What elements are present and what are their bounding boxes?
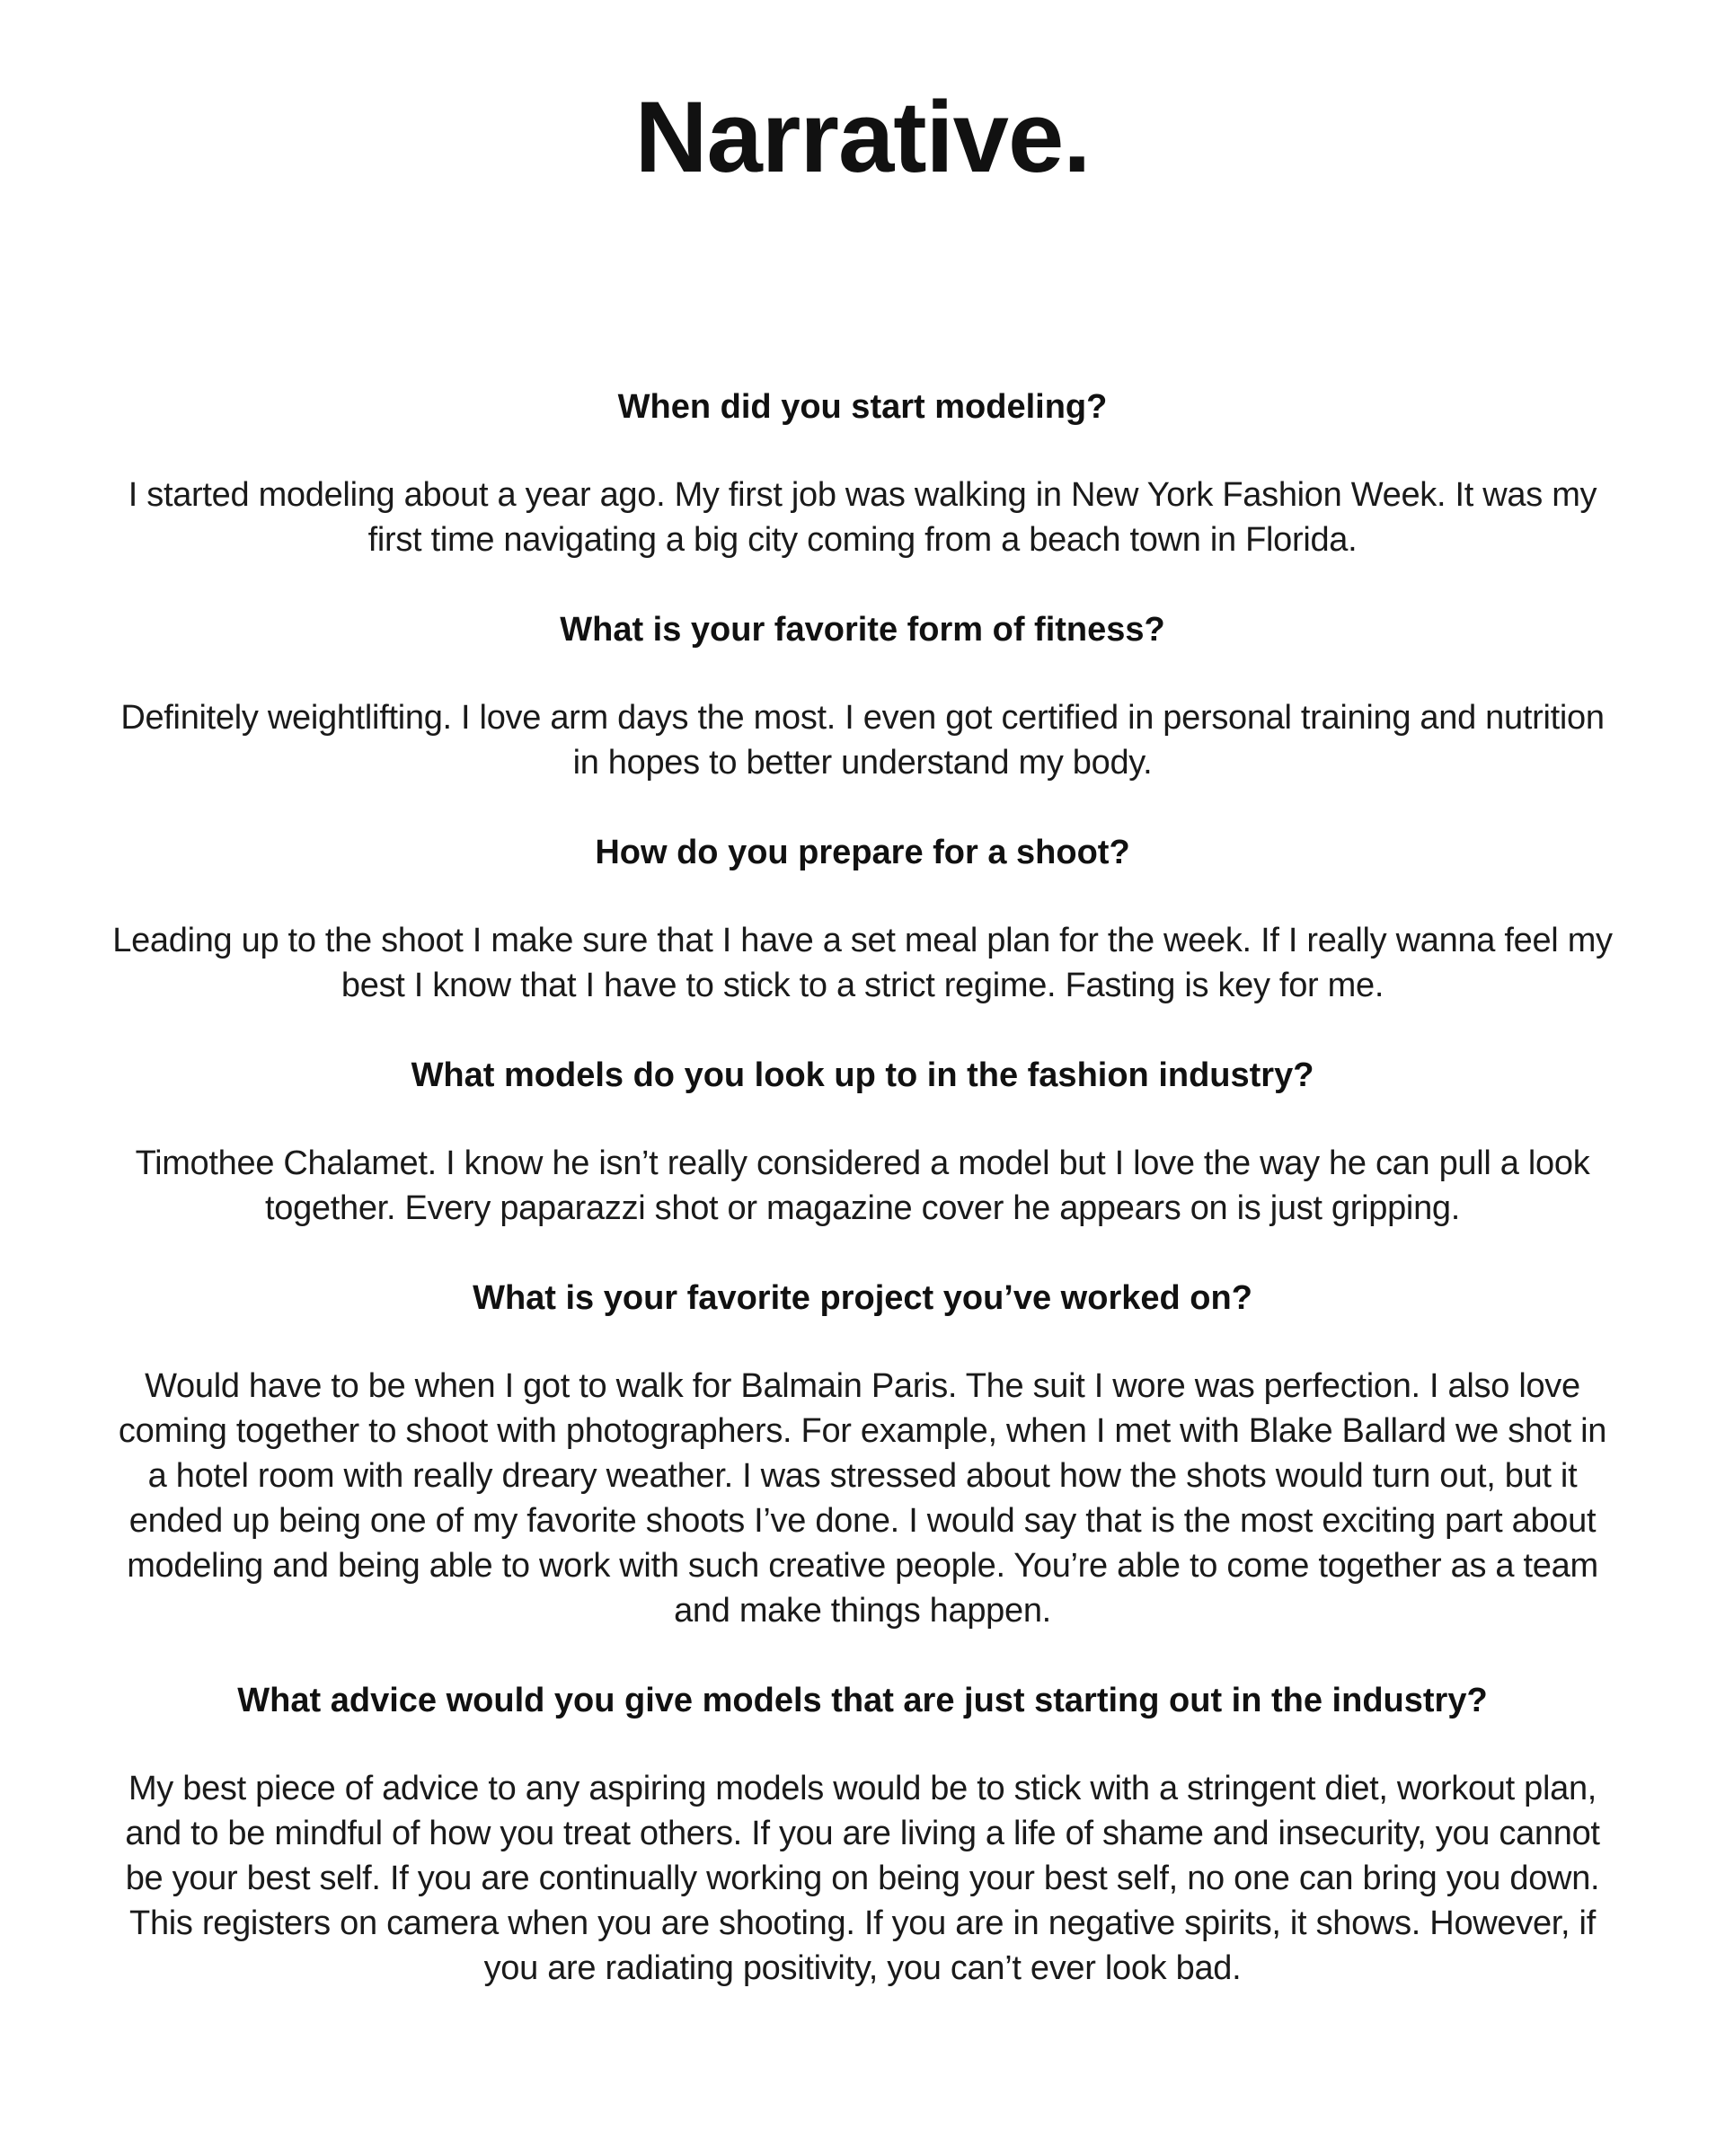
page-title: Narrative. — [634, 81, 1091, 193]
qa-block-shoot-prep — [106, 830, 1619, 1008]
question-heading: What is your favorite form of fitness? — [560, 611, 1165, 649]
question-heading: When did you start modeling? — [617, 388, 1108, 426]
answer-paragraph: Definitely weightlifting. I love arm days the most. I even got certified in personal training and nutrition in hopes to better understand my body. — [120, 699, 1605, 782]
qa-block-favorite-project — [106, 1276, 1619, 1633]
answer-paragraph: Would have to be when I got to walk for Balmain Paris. The suit I wore was perfection. I also love coming together to shoot with photographers. For example, when I met with Blake Ballard we shot in a hotel room with really dreary weather. I was stressed about how the shots would turn out, but it ended up being one of my favorite shoots I’ve done. I would say that is the most exciting part about modeling and being able to work with such creative people. You’re able to come together as a team and make things happen. — [118, 1367, 1607, 1630]
qa-block-advice — [106, 1678, 1619, 1991]
question-heading: What is your favorite project you’ve worked on? — [473, 1279, 1252, 1317]
answer-paragraph: My best piece of advice to any aspiring models would be to stick with a stringent diet, workout plan, and to be mindful of how you treat others. If you are living a life of shame and insecurity, you cannot be your best self. If you are continually working on being your best self, no one can bring you down. This registers on camera when you are shooting. If you are in negative spirits, it shows. However, if you are radiating positivity, you can’t ever look bad. — [125, 1770, 1600, 1987]
qa-block-start-modeling — [106, 384, 1619, 562]
qa-block-role-models — [106, 1053, 1619, 1231]
answer-paragraph: Timothee Chalamet. I know he isn’t really considered a model but I love the way he can pull a look together. Every paparazzi shot or magazine cover he appears on is just gripping. — [135, 1144, 1590, 1227]
answer-paragraph: Leading up to the shoot I make sure that I have a set meal plan for the week. If I really wanna feel my best I know that I have to stick to a strict regime. Fasting is key for me. — [112, 922, 1613, 1004]
question-heading: How do you prepare for a shoot? — [595, 834, 1130, 871]
question-heading: What advice would you give models that are just starting out in the industry? — [237, 1682, 1488, 1719]
answer-paragraph: I started modeling about a year ago. My first job was walking in New York Fashion Week. It was my first time navigating a big city coming from a beach town in Florida. — [128, 476, 1597, 559]
question-heading: What models do you look up to in the fashion industry? — [411, 1056, 1314, 1094]
qa-block-fitness — [106, 607, 1619, 785]
interview-qa-list — [106, 384, 1619, 1991]
